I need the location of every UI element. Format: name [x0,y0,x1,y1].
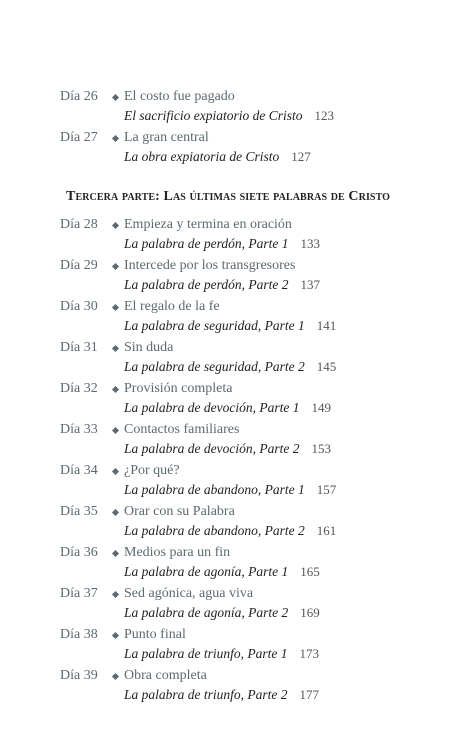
entry-subtitle-row [124,149,311,165]
page-number: 145 [316,359,337,374]
entry-subtitle-row [124,523,336,539]
page-number: 165 [300,564,320,579]
entry-title: Obra completa [124,668,207,683]
page-number: 161 [316,523,337,538]
toc-entry-day-38[interactable] [0,627,476,667]
entry-subtitle-row [124,108,334,124]
toc-entry-day-32[interactable] [0,381,476,421]
entry-title: La gran central [124,130,209,145]
toc-entry-day-34[interactable] [0,463,476,503]
page-number: 169 [300,605,320,620]
entry-subtitle-row [124,482,336,498]
entry-subtitle-row [124,359,336,375]
toc-entry-day-26[interactable] [0,89,476,129]
entry-title: Medios para un fin [124,545,231,560]
day-number: Día 32 [60,381,98,396]
entry-subtitle: La obra expiatoria de Cristo [124,149,280,164]
day-number: Día 29 [60,258,98,273]
toc-entry-day-30[interactable] [0,299,476,339]
entry-subtitle: La palabra de perdón, Parte 1 [124,236,289,251]
toc-entry-day-37[interactable] [0,586,476,626]
entry-title: Sin duda [124,340,174,355]
entry-title: El regalo de la fe [124,299,220,314]
entry-subtitle: La palabra de agonía, Parte 1 [124,564,289,579]
entry-subtitle: La palabra de triunfo, Parte 2 [124,687,288,702]
entry-title: Contactos familiares [124,422,240,437]
toc-entry-day-31[interactable] [0,340,476,380]
day-number: Día 36 [60,545,98,560]
entry-title: El costo fue pagado [124,89,235,104]
page-number: 127 [291,149,311,164]
page-number: 177 [299,687,320,702]
toc-entry-day-27[interactable] [0,130,476,170]
page-number: 153 [311,441,331,456]
day-number: Día 37 [60,586,98,601]
entry-subtitle-row [124,687,319,703]
section-heading: Tercera parte: Las últimas siete palabras de Cristo [66,189,391,204]
page-number: 141 [316,318,337,333]
entry-subtitle: El sacrificio expiatorio de Cristo [124,108,303,123]
entry-title: Sed agónica, agua viva [124,586,254,601]
entry-subtitle: La palabra de abandono, Parte 2 [124,523,305,538]
toc-entry-day-35[interactable] [0,504,476,544]
day-number: Día 27 [60,130,98,145]
page-number: 157 [316,482,337,497]
entry-title: Orar con su Palabra [124,504,235,519]
entry-title: Intercede por los transgresores [124,258,296,273]
entry-subtitle: La palabra de seguridad, Parte 2 [124,359,305,374]
entry-subtitle: La palabra de devoción, Parte 1 [124,400,300,415]
page-number: 123 [314,108,334,123]
entry-subtitle: La palabra de triunfo, Parte 1 [124,646,288,661]
page-number: 137 [300,277,320,292]
day-number: Día 26 [60,89,98,104]
entry-subtitle-row [124,564,320,580]
day-number: Día 33 [60,422,98,437]
page-number: 133 [300,236,320,251]
day-number: Día 38 [60,627,98,642]
toc-entry-day-29[interactable] [0,258,476,298]
day-number: Día 35 [60,504,98,519]
day-number: Día 39 [60,668,98,683]
toc-entry-day-36[interactable] [0,545,476,585]
entry-subtitle-row [124,400,331,416]
entry-subtitle-row [124,236,320,252]
entry-subtitle: La palabra de agonía, Parte 2 [124,605,289,620]
entry-subtitle-row [124,318,336,334]
entry-subtitle-row [124,277,320,293]
entry-subtitle: La palabra de seguridad, Parte 1 [124,318,305,333]
entry-subtitle: La palabra de abandono, Parte 1 [124,482,305,497]
entry-subtitle: La palabra de perdón, Parte 2 [124,277,289,292]
page-number: 149 [311,400,331,415]
entry-subtitle-row [124,605,320,621]
day-number: Día 30 [60,299,98,314]
entry-subtitle-row [124,646,319,662]
page-number: 173 [299,646,320,661]
toc-entry-day-28[interactable] [0,217,476,257]
day-number: Día 28 [60,217,98,232]
entry-title: Provisión completa [124,381,233,396]
entry-title: Punto final [124,627,186,642]
toc-entry-day-39[interactable] [0,668,476,708]
entry-subtitle-row [124,441,331,457]
toc-entry-day-33[interactable] [0,422,476,462]
entry-title: Empieza y termina en oración [124,217,292,232]
day-number: Día 34 [60,463,98,478]
day-number: Día 31 [60,340,98,355]
entry-title: ¿Por qué? [124,463,180,478]
entry-subtitle: La palabra de devoción, Parte 2 [124,441,300,456]
